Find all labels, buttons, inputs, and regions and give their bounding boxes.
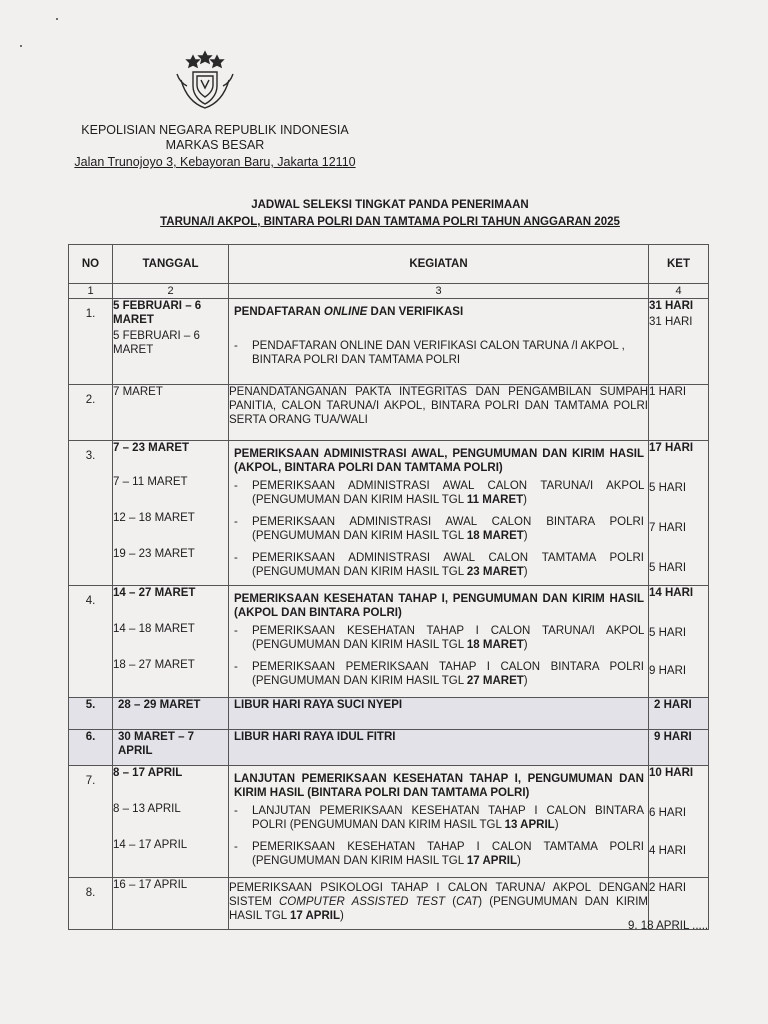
sub-date: 14 – 18 MARET [113,623,195,635]
sub-activity-text: PEMERIKSAAN ADMINISTRASI AWAL CALON BINTARA POLRI [252,516,644,528]
bullet-dash: - [234,516,238,528]
org-name: KEPOLISIAN NEGARA REPUBLIK INDONESIA [81,123,349,137]
sub-activity-text: PEMERIKSAAN ADMINISTRASI AWAL CALON TARUNA/I AKPOL [252,480,644,492]
row-ket: 10 HARI [649,767,694,779]
row-activity-heading: PEMERIKSAAN KESEHATAN TAHAP I, PENGUMUMAN DAN KIRIM HASIL (AKPOL DAN BINTARA POLRI) [234,593,644,619]
sub-activity-text: PEMERIKSAAN PEMERIKSAAN TAHAP I CALON BINTARA POLRI [252,661,644,673]
sub-activity [229,515,648,543]
sub-activity-note: ) [554,819,559,831]
sub-activity-note: (PENGUMUMAN DAN KIRIM HASIL TGL [252,530,467,542]
row-number: 7. [69,766,113,878]
bullet-dash: - [234,805,238,817]
column-index-row [69,284,709,299]
row-activity: LIBUR HARI RAYA SUCI NYEPI [229,698,649,730]
continuation-note: 9. 18 APRIL ..... [628,920,709,932]
row-activity: PENANDATANGANAN PAKTA INTEGRITAS DAN PENGAMBILAN SUMPAH PANITIA, CALON TARUNA/I AKPOL, BINTARA POLRI DAN TAMTAMA POLRI SERTA ORANG TUA/WALI [229,385,649,441]
activity-text: ) (PENGUMUMAN DAN KIRIM HASIL TGL [229,896,648,922]
sub-activity-note: ) [523,566,528,578]
row-ket: 14 HARI [649,587,694,599]
activity-text: ( [445,896,457,908]
sub-activity-note: (PENGUMUMAN DAN KIRIM HASIL TGL [252,855,467,867]
row-date: 8 – 17 APRIL [113,767,183,779]
index-4: 4 [649,284,709,299]
row-date-cell [113,586,229,698]
police-emblem-icon [173,50,237,114]
schedule-table [68,244,709,930]
sub-activity [229,551,648,579]
sub-activity-date: 13 APRIL [504,819,555,831]
sub-activity [229,660,648,688]
sub-date: 14 – 17 APRIL [113,839,188,851]
sub-date: 18 – 27 MARET [113,659,195,671]
org-address: Jalan Trunojoyo 3, Kebayoran Baru, Jakarta 12110 [74,155,356,169]
row-date: 30 MARET – 7 APRIL [113,730,229,766]
row-ket: 17 HARI [649,442,694,454]
row-number: 2. [69,385,113,441]
table-row [69,766,709,878]
sub-ket: 6 HARI [649,807,687,819]
sub-ket: 7 HARI [649,522,687,534]
activity-emphasis: CAT [456,896,479,908]
sub-ket: 31 HARI [649,316,693,328]
sub-activity [229,339,648,367]
table-row [69,586,709,698]
row-activity-cell [229,586,649,698]
row-ket: 31 HARI [649,300,694,312]
sub-activity-text: PEMERIKSAAN ADMINISTRASI AWAL CALON TAMTAMA POLRI [252,552,644,564]
activity-date: 17 APRIL [289,910,340,922]
scan-speck [56,18,58,20]
sub-ket: 5 HARI [649,562,687,574]
table-row [69,878,709,930]
row-ket-cell [649,586,709,698]
heading-emphasis: ONLINE [323,306,368,318]
sub-ket: 4 HARI [649,845,687,857]
sub-activity-note: ) [523,639,528,651]
row-number: 1. [69,299,113,385]
sub-activity [229,840,648,868]
sub-date: 5 FEBRUARI – 6 MARET [113,330,200,356]
sub-activity-date: 27 MARET [466,675,524,687]
row-activity-heading [229,299,648,323]
row-activity [229,878,649,930]
sub-date: 12 – 18 MARET [113,512,195,524]
org-division: MARKAS BESAR [165,138,265,152]
sub-activity-note: (PENGUMUMAN DAN KIRIM HASIL TGL [252,566,467,578]
row-activity-cell [229,299,649,385]
row-ket: 9 HARI [649,730,709,766]
sub-activity-note: ) [523,675,528,687]
row-date-cell [113,766,229,878]
activity-text: PEMERIKSAAN PSIKOLOGI TAHAP I CALON TARUNA/ AKPOL DENGAN SISTEM [229,882,648,908]
row-date: 7 MARET [113,385,229,441]
table-row [69,441,709,586]
heading-text: PENDAFTARAN [234,306,324,318]
sub-date: 8 – 13 APRIL [113,803,181,815]
index-2: 2 [113,284,229,299]
row-activity: LIBUR HARI RAYA IDUL FITRI [229,730,649,766]
sub-activity-note: (PENGUMUMAN DAN KIRIM HASIL TGL [252,494,467,506]
row-ket-cell [649,299,709,385]
sub-activity [229,624,648,652]
row-number: 6. [69,730,113,766]
bullet-dash: - [234,480,238,492]
bullet-dash: - [234,625,238,637]
bullet-dash: - [234,661,238,673]
sub-activity-note: (PENGUMUMAN DAN KIRIM HASIL TGL [289,819,505,831]
row-ket-cell [649,441,709,586]
row-ket: 2 HARI [649,878,709,930]
sub-activity-note: ) [516,855,521,867]
sub-activity-text: PEMERIKSAAN KESEHATAN TAHAP I CALON TAMTAMA POLRI [252,841,644,853]
bullet-dash: - [234,552,238,564]
row-activity-heading: LANJUTAN PEMERIKSAAN KESEHATAN TAHAP I, PENGUMUMAN DAN KIRIM HASIL (BINTARA POLRI DAN TAMTAMA POLRI) [234,773,644,799]
table-row [69,385,709,441]
row-date-cell [113,441,229,586]
sub-ket: 5 HARI [649,627,687,639]
sub-activity-text: LANJUTAN PEMERIKSAAN KESEHATAN TAHAP I CALON BINTARA POLRI [252,805,644,831]
sub-date: 19 – 23 MARET [113,548,195,560]
sub-activity-note: (PENGUMUMAN DAN KIRIM HASIL TGL [252,675,467,687]
sub-activity-date: 17 APRIL [466,855,517,867]
row-date: 16 – 17 APRIL [113,878,229,930]
row-date: 14 – 27 MARET [113,587,196,599]
header-ket: KET [649,245,709,284]
table-row [69,730,709,766]
row-activity-cell [229,766,649,878]
header-no: NO [69,245,113,284]
row-number: 4. [69,586,113,698]
activity-text: ) [340,910,344,922]
row-number: 3. [69,441,113,586]
table-header-row [69,245,709,284]
bullet-dash: - [234,841,238,853]
bullet-dash: - [234,340,238,352]
row-activity-heading: PEMERIKSAAN ADMINISTRASI AWAL, PENGUMUMAN DAN KIRIM HASIL (AKPOL, BINTARA POLRI DAN TAMTAMA POLRI) [234,448,644,474]
row-activity-cell [229,441,649,586]
row-ket: 2 HARI [649,698,709,730]
header-tanggal: TANGGAL [113,245,229,284]
table-row [69,299,709,385]
sub-activity-date: 23 MARET [466,566,524,578]
sub-ket: 9 HARI [649,665,687,677]
header-kegiatan: KEGIATAN [229,245,649,284]
heading-text: DAN VERIFIKASI [367,306,464,318]
sub-activity-note: ) [523,530,528,542]
sub-activity-text: PENDAFTARAN ONLINE DAN VERIFIKASI CALON TARUNA /I AKPOL , BINTARA POLRI DAN TAMTAMA POLRI [252,340,625,366]
sub-date: 7 – 11 MARET [113,476,188,488]
index-3: 3 [229,284,649,299]
sub-activity [229,804,648,832]
sub-ket: 5 HARI [649,482,687,494]
activity-emphasis: COMPUTER ASSISTED TEST [279,896,446,908]
row-date: 5 FEBRUARI – 6 MARET [113,300,202,326]
document-subtitle: TARUNA/I AKPOL, BINTARA POLRI DAN TAMTAMA POLRI TAHUN ANGGARAN 2025 [160,216,620,228]
sub-activity-note: (PENGUMUMAN DAN KIRIM HASIL TGL [252,639,467,651]
row-date: 28 – 29 MARET [113,698,229,730]
row-number: 8. [69,878,113,930]
sub-activity-date: 18 MARET [466,530,524,542]
sub-activity [229,479,648,507]
index-1: 1 [69,284,113,299]
row-ket-cell [649,766,709,878]
row-date: 7 – 23 MARET [113,442,190,454]
table-row [69,698,709,730]
document-title: JADWAL SELEKSI TINGKAT PANDA PENERIMAAN [251,199,529,211]
sub-activity-date: 11 MARET [466,494,524,506]
row-number: 5. [69,698,113,730]
sub-activity-date: 18 MARET [466,639,524,651]
sub-activity-text: PEMERIKSAAN KESEHATAN TAHAP I CALON TARUNA/I AKPOL [252,625,644,637]
sub-activity-note: ) [523,494,527,506]
scan-speck [20,45,22,47]
row-ket: 1 HARI [649,385,709,441]
row-date-cell [113,299,229,385]
